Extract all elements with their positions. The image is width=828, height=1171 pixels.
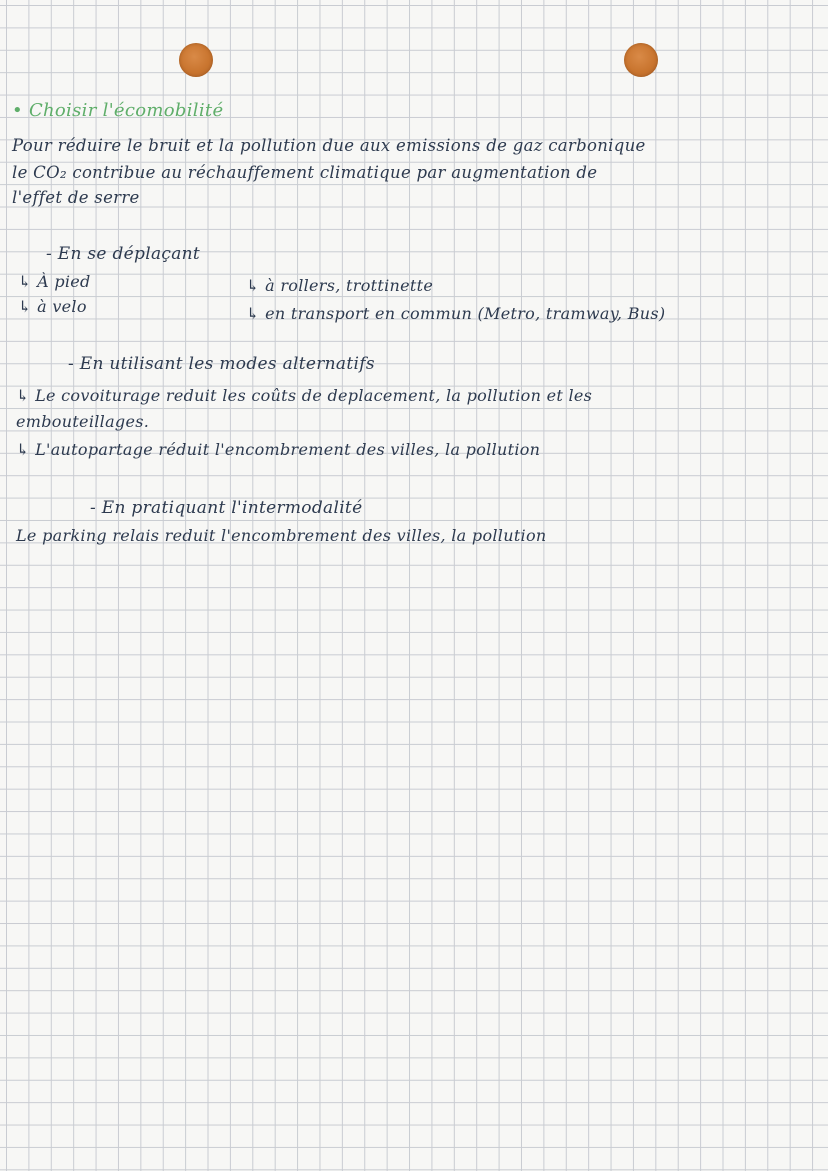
- list-item-rollers: ↳ à rollers, trottinette: [246, 276, 434, 295]
- page-title: [12, 100, 223, 121]
- list-item-transport-commun: ↳ en transport en commun (Metro, tramway, Bus): [246, 304, 666, 323]
- section-heading-intermodalite: - En pratiquant l'intermodalité: [90, 498, 363, 518]
- intro-line-1: Pour réduire le bruit et la pollution due aux emissions de gaz carbonique: [12, 136, 646, 155]
- title-text: Choisir l'écomobilité: [28, 100, 224, 121]
- punch-hole-right: [624, 43, 658, 77]
- line-autopartage: ↳ L'autopartage réduit l'encombrement des villes, la pollution: [16, 440, 541, 459]
- line-embouteillages: embouteillages.: [16, 412, 150, 431]
- section-heading-deplacant: - En se déplaçant: [46, 244, 201, 264]
- punch-hole-left: [179, 43, 213, 77]
- list-item-a-velo: ↳ à velo: [18, 297, 87, 316]
- line-parking-relais: Le parking relais reduit l'encombrement des villes, la pollution: [16, 526, 547, 545]
- intro-line-2: le CO₂ contribue au réchauffement climatique par augmentation de: [12, 163, 598, 182]
- line-covoiturage: ↳ Le covoiturage reduit les coûts de deplacement, la pollution et les: [16, 386, 593, 405]
- list-item-a-pied: ↳ À pied: [18, 272, 91, 291]
- bullet-icon: •: [12, 100, 29, 121]
- section-heading-modes-alternatifs: - En utilisant les modes alternatifs: [68, 354, 375, 374]
- intro-line-3: l'effet de serre: [12, 188, 140, 207]
